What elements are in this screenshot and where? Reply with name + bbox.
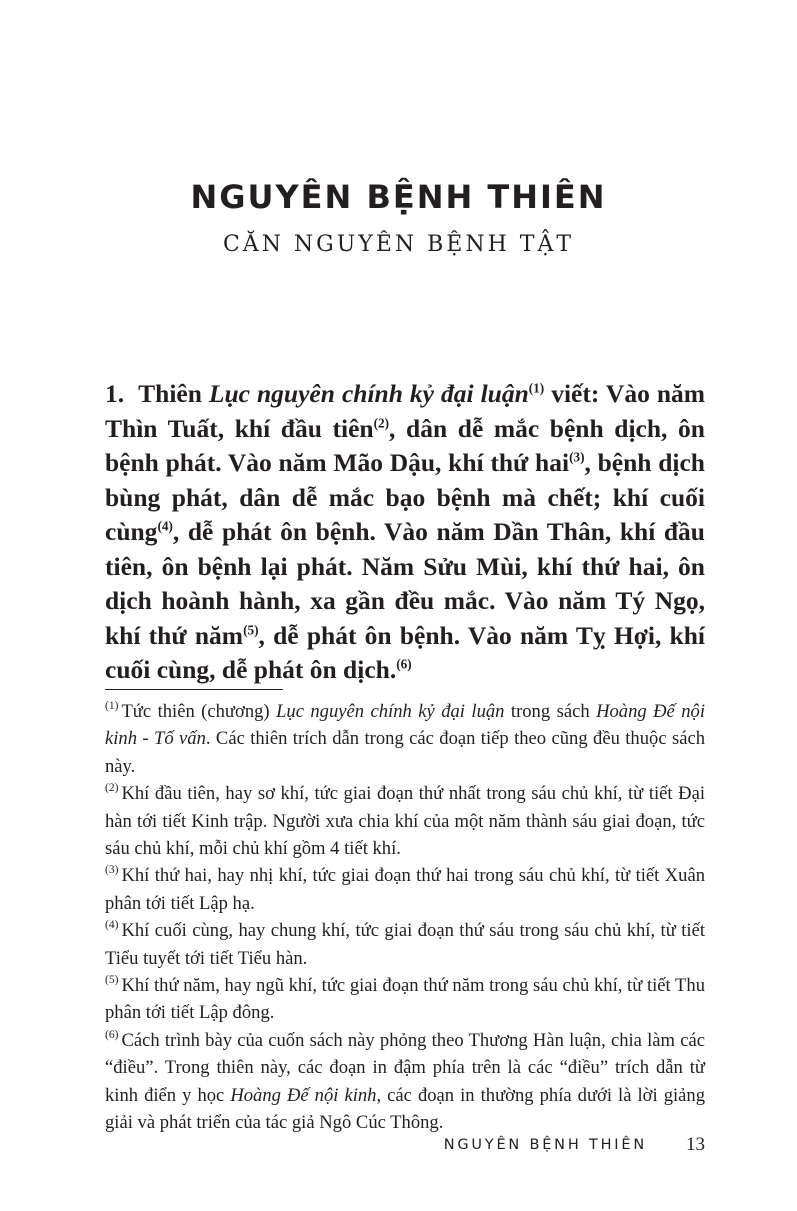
main-text: , dân dễ mắc bệnh dịch, ôn bệnh phát. Vào năm Mão Dậu, khí thứ hai <box>105 413 705 477</box>
footnote-mark: (4) <box>105 919 119 932</box>
footnote-text: Khí đầu tiên, hay sơ khí, tức giai đoạn thứ nhất trong sáu chủ khí, từ tiết Đại hàn tới tiết Kinh trập. Người xưa chia khí của một năm thành sáu giai đoạn, tức sáu chủ khí, mỗi chủ khí gồm 4 tiết khí. <box>105 783 705 860</box>
footnote-text: Tức thiên (chương) <box>121 701 277 722</box>
footnote-mark: (6) <box>105 1028 119 1041</box>
footnote-text: , các đoạn in thường phía dưới là lời giảng giải và phát triển của tác giả Ngô Cúc Thông. <box>105 1084 705 1134</box>
footnote-mark: (2) <box>105 782 119 795</box>
main-text: Thiên <box>138 379 209 408</box>
footnote-divider <box>105 689 283 690</box>
footnote-mark: (1) <box>105 699 119 712</box>
footnote-text-italic: Lục nguyên chính kỷ đại luận <box>276 701 505 722</box>
footnotes <box>105 698 705 1137</box>
footnote-5 <box>105 972 705 1027</box>
footnote-mark: (3) <box>105 864 119 877</box>
footnote-text: Cách trình bày của cuốn sách này phỏng theo Thương Hàn luận, chia làm các “điều”. Trong thiên này, các đoạn in đậm phía trên là các “điều” trích dẫn từ kinh điển y học <box>105 1029 705 1106</box>
footnote-4 <box>105 917 705 972</box>
running-footer-title: NGUYÊN BỆNH THIÊN <box>443 1137 647 1153</box>
paragraph-number: 1. <box>105 379 125 408</box>
footnote-mark: (5) <box>105 974 119 986</box>
footnote-text: Khí thứ hai, hay nhị khí, tức giai đoạn thứ hai trong sáu chủ khí, từ tiết Xuân phân tới tiết Lập hạ. <box>105 865 705 914</box>
main-paragraph <box>105 377 705 688</box>
footnote-ref-4: (4) <box>157 518 173 534</box>
footnote-ref-3: (3) <box>569 449 585 465</box>
footnote-ref-1: (1) <box>528 380 545 396</box>
footnote-text: Khí thứ năm, hay ngũ khí, tức giai đoạn thứ năm trong sáu chủ khí, từ tiết Thu phân tới tiết Lập đông. <box>105 975 705 1024</box>
chapter-subtitle: CĂN NGUYÊN BỆNH TẬT <box>222 232 575 257</box>
footnote-3 <box>105 862 705 917</box>
footnote-ref-2: (2) <box>373 415 390 431</box>
footnote-ref-5: (5) <box>243 622 259 638</box>
main-text: viết: Vào năm Thìn Tuất, khí đầu tiên <box>105 379 706 443</box>
footnote-text-italic: Hoàng Đế nội kinh <box>230 1084 377 1106</box>
footnote-text: . Các thiên trích dẫn trong các đoạn tiếp theo cũng đều thuộc sách này. <box>105 728 706 777</box>
main-text: , bệnh dịch bùng phát, dân dễ mắc bạo bệnh mà chết; khí cuối cùng <box>105 448 705 546</box>
footnote-text: trong sách <box>504 701 597 722</box>
chapter-title: NGUYÊN BỆNH THIÊN <box>190 178 607 216</box>
footnote-6 <box>105 1027 705 1137</box>
main-text: , dễ phát ôn bệnh. Vào năm Dần Thân, khí đầu tiên, ôn bệnh lại phát. Năm Sửu Mùi, khí thứ hai, ôn dịch hoành hành, xa gần đều mắc. Vào năm Tý Ngọ, khí thứ năm <box>105 517 705 650</box>
footnote-1 <box>105 698 705 780</box>
footnote-ref-6: (6) <box>396 656 412 672</box>
page-number: 13 <box>686 1134 705 1155</box>
main-text-italic: Lục nguyên chính kỷ đại luận <box>208 379 529 408</box>
footnote-text: Khí cuối cùng, hay chung khí, tức giai đoạn thứ sáu trong sáu chủ khí, từ tiết Tiểu tuyết tới tiết Tiểu hàn. <box>105 920 705 969</box>
main-text: , dễ phát ôn bệnh. Vào năm Tỵ Hợi, khí cuối cùng, dễ phát ôn dịch. <box>105 620 705 684</box>
footnote-text-italic: Hoàng Đế nội kinh - Tố vấn <box>105 701 706 750</box>
footnote-2 <box>105 780 705 862</box>
